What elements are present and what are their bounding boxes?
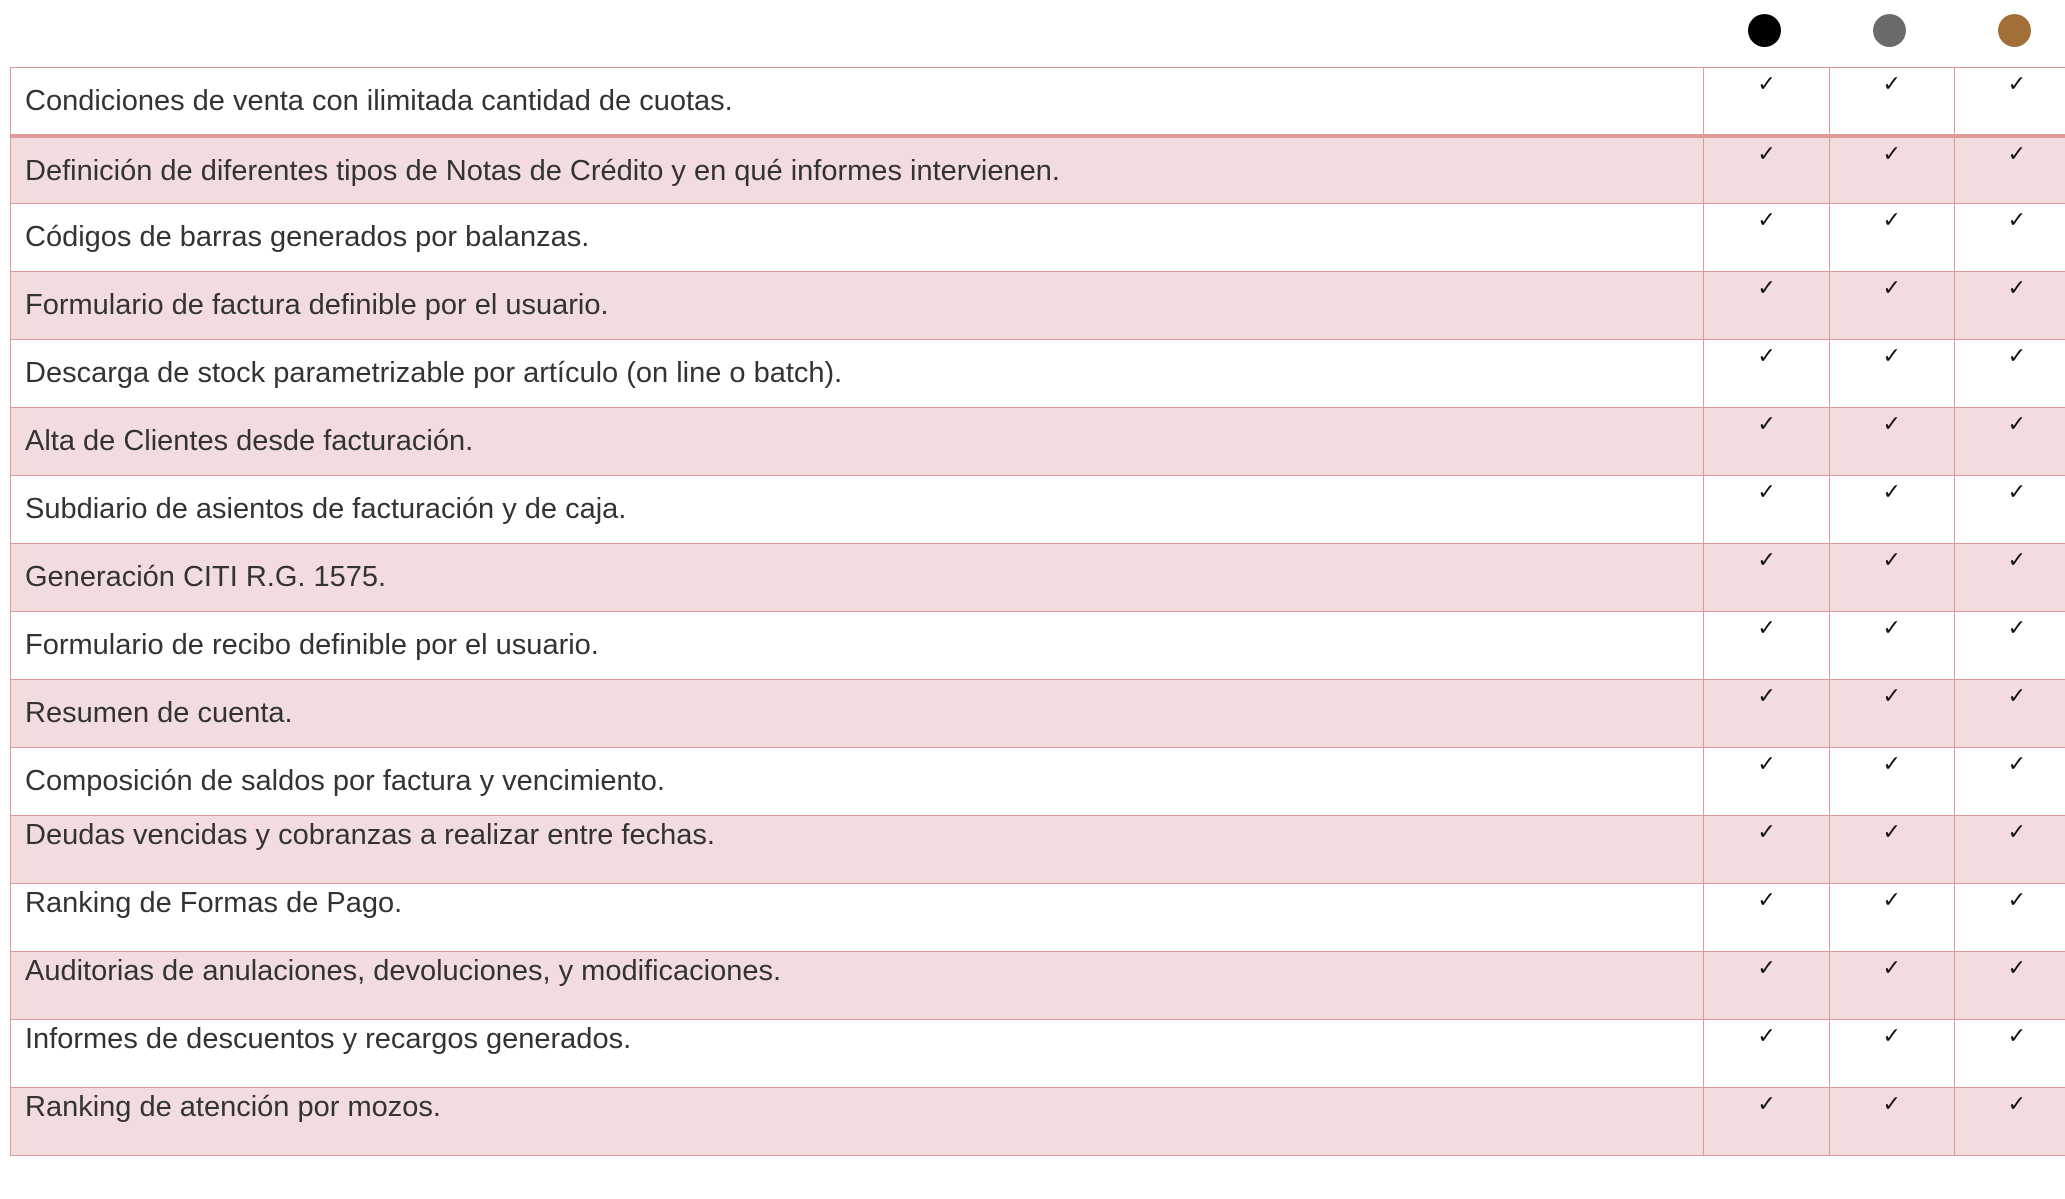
check-icon: ✓ [2007,684,2027,709]
feature-cell [11,408,1704,476]
check-icon: ✓ [1882,684,1901,709]
check-icon: ✓ [1757,208,1776,233]
feature-label: Descarga de stock parametrizable por artículo (on line o batch). [25,357,843,389]
feature-label: Composición de saldos por factura y vencimiento. [25,765,665,797]
check-cell [1829,680,1954,748]
feature-cell [11,1088,1704,1156]
features-table-body [11,68,2065,1156]
feature-label: Generación CITI R.G. 1575. [25,561,387,593]
feature-label: Alta de Clientes desde facturación. [25,425,474,457]
table-row [11,272,2065,340]
check-cell [1704,748,1829,816]
check-icon: ✓ [1882,276,1901,301]
check-cell [1829,272,1954,340]
check-cell [1954,884,2065,952]
check-icon: ✓ [1757,752,1776,777]
feature-cell [11,884,1704,952]
check-icon: ✓ [2007,412,2027,437]
check-icon: ✓ [1882,72,1901,97]
table-row [11,340,2065,408]
check-icon: ✓ [2007,1024,2027,1049]
check-icon: ✓ [1757,480,1776,505]
check-icon: ✓ [1882,480,1901,505]
check-cell [1954,816,2065,884]
check-icon: ✓ [2007,141,2027,167]
check-cell [1954,136,2065,204]
table-row [11,816,2065,884]
check-cell [1704,204,1829,272]
check-cell [1704,340,1829,408]
check-icon: ✓ [2007,344,2027,369]
check-cell [1954,476,2065,544]
check-cell [1829,476,1954,544]
check-cell [1704,884,1829,952]
feature-label: Formulario de recibo definible por el usuario. [25,629,599,661]
check-cell [1954,952,2065,1020]
feature-label: Condiciones de venta con ilimitada cantidad de cuotas. [25,85,733,117]
check-cell [1704,1088,1829,1156]
check-icon: ✓ [2007,548,2027,573]
check-cell [1829,816,1954,884]
check-cell [1829,612,1954,680]
check-cell [1704,544,1829,612]
feature-cell [11,68,1704,136]
check-icon: ✓ [1882,888,1901,913]
table-row [11,204,2065,272]
check-icon: ✓ [1882,1092,1901,1117]
feature-label: Auditorias de anulaciones, devoluciones, y modificaciones. [25,955,782,987]
feature-cell [11,204,1704,272]
feature-cell [11,952,1704,1020]
check-icon: ✓ [2007,956,2027,981]
feature-cell [11,272,1704,340]
check-cell [1829,884,1954,952]
check-cell [1829,340,1954,408]
check-cell [1954,748,2065,816]
check-icon: ✓ [2007,888,2027,913]
check-icon: ✓ [1757,888,1776,913]
feature-label: Códigos de barras generados por balanzas. [25,221,590,253]
check-cell [1829,136,1954,204]
feature-label: Formulario de factura definible por el usuario. [25,289,609,321]
check-cell [1954,272,2065,340]
feature-label: Resumen de cuenta. [25,697,293,729]
check-icon: ✓ [2007,208,2027,233]
check-icon: ✓ [1882,956,1901,981]
feature-cell [11,816,1704,884]
table-row [11,680,2065,748]
check-icon: ✓ [1757,548,1776,573]
table-row [11,408,2065,476]
feature-cell [11,136,1704,204]
check-icon: ✓ [1757,412,1776,437]
check-icon: ✓ [1882,344,1901,369]
black-circle-icon [1748,14,1781,47]
check-icon: ✓ [2007,752,2027,777]
check-icon: ✓ [2007,72,2027,97]
bronze-circle-icon [1998,14,2031,47]
check-icon: ✓ [1882,820,1901,845]
check-icon: ✓ [1757,344,1776,369]
check-cell [1704,408,1829,476]
feature-label: Definición de diferentes tipos de Notas de Crédito y en qué informes intervienen. [25,154,1060,187]
feature-label: Subdiario de asientos de facturación y de caja. [25,493,627,525]
check-cell [1704,476,1829,544]
check-icon: ✓ [1882,412,1901,437]
check-icon: ✓ [1882,616,1901,641]
check-cell [1829,544,1954,612]
check-cell [1704,272,1829,340]
feature-cell [11,612,1704,680]
table-row [11,68,2065,136]
feature-label: Ranking de Formas de Pago. [25,887,403,919]
feature-cell [11,544,1704,612]
check-icon: ✓ [2007,480,2027,505]
table-row [11,1088,2065,1156]
table-row [11,476,2065,544]
table-row [11,136,2065,204]
check-icon: ✓ [1757,684,1776,709]
check-icon: ✓ [1882,752,1901,777]
check-icon: ✓ [1882,141,1901,167]
check-cell [1829,748,1954,816]
check-icon: ✓ [1757,72,1776,97]
table-row [11,1020,2065,1088]
check-icon: ✓ [2007,276,2027,301]
check-cell [1704,136,1829,204]
check-cell [1954,612,2065,680]
check-icon: ✓ [2007,616,2027,641]
check-cell [1954,408,2065,476]
feature-cell [11,748,1704,816]
check-icon: ✓ [1757,141,1776,167]
feature-label: Deudas vencidas y cobranzas a realizar entre fechas. [25,819,715,851]
feature-cell [11,680,1704,748]
check-cell [1704,680,1829,748]
table-row [11,544,2065,612]
check-icon: ✓ [2007,820,2027,845]
check-cell [1954,340,2065,408]
check-cell [1954,1020,2065,1088]
check-icon: ✓ [1757,276,1776,301]
check-cell [1954,680,2065,748]
feature-label: Ranking de atención por mozos. [25,1091,441,1123]
check-icon: ✓ [1757,616,1776,641]
check-icon: ✓ [2007,1092,2027,1117]
table-row [11,952,2065,1020]
check-cell [1829,204,1954,272]
check-cell [1829,1088,1954,1156]
check-cell [1829,952,1954,1020]
check-icon: ✓ [1882,208,1901,233]
check-cell [1829,1020,1954,1088]
check-icon: ✓ [1757,1092,1776,1117]
check-cell [1954,68,2065,136]
check-icon: ✓ [1757,1024,1776,1049]
feature-cell [11,1020,1704,1088]
check-cell [1829,68,1954,136]
column-header [0,0,2065,66]
check-icon: ✓ [1882,548,1901,573]
table-row [11,748,2065,816]
check-cell [1954,204,2065,272]
check-cell [1704,612,1829,680]
check-cell [1829,408,1954,476]
check-cell [1704,952,1829,1020]
check-cell [1954,1088,2065,1156]
feature-cell [11,476,1704,544]
check-cell [1954,544,2065,612]
feature-label: Informes de descuentos y recargos generados. [25,1023,632,1055]
check-cell [1704,1020,1829,1088]
check-icon: ✓ [1757,956,1776,981]
check-cell [1704,68,1829,136]
check-icon: ✓ [1757,820,1776,845]
table-row [11,612,2065,680]
table-row [11,884,2065,952]
gray-circle-icon [1873,14,1906,47]
feature-cell [11,340,1704,408]
features-table [10,67,2065,1156]
check-cell [1704,816,1829,884]
check-icon: ✓ [1882,1024,1901,1049]
